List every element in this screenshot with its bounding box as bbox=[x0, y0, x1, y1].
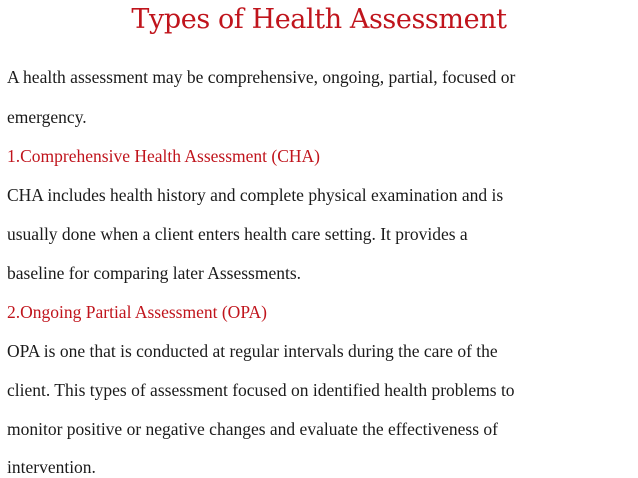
cha-line-2: usually done when a client enters health care setting. It provides a bbox=[7, 224, 468, 244]
section-heading-opa: 2.Ongoing Partial Assessment (OPA) bbox=[7, 302, 267, 322]
cha-line-3: baseline for comparing later Assessments. bbox=[7, 263, 302, 283]
opa-line-4: intervention. bbox=[7, 457, 96, 477]
cha-line-1: CHA includes health history and complete physical examination and is bbox=[7, 185, 504, 205]
slide-title: Types of Health Assessment bbox=[131, 4, 507, 35]
opa-line-2: client. This types of assessment focused on identified health problems to bbox=[7, 380, 515, 400]
intro-line-2: emergency. bbox=[7, 107, 87, 127]
opa-line-3: monitor positive or negative changes and evaluate the effectiveness of bbox=[7, 419, 498, 439]
intro-line-1: A health assessment may be comprehensive, ongoing, partial, focused or bbox=[7, 67, 516, 87]
section-heading-cha: 1.Comprehensive Health Assessment (CHA) bbox=[7, 146, 321, 166]
opa-line-1: OPA is one that is conducted at regular intervals during the care of the bbox=[7, 341, 498, 361]
